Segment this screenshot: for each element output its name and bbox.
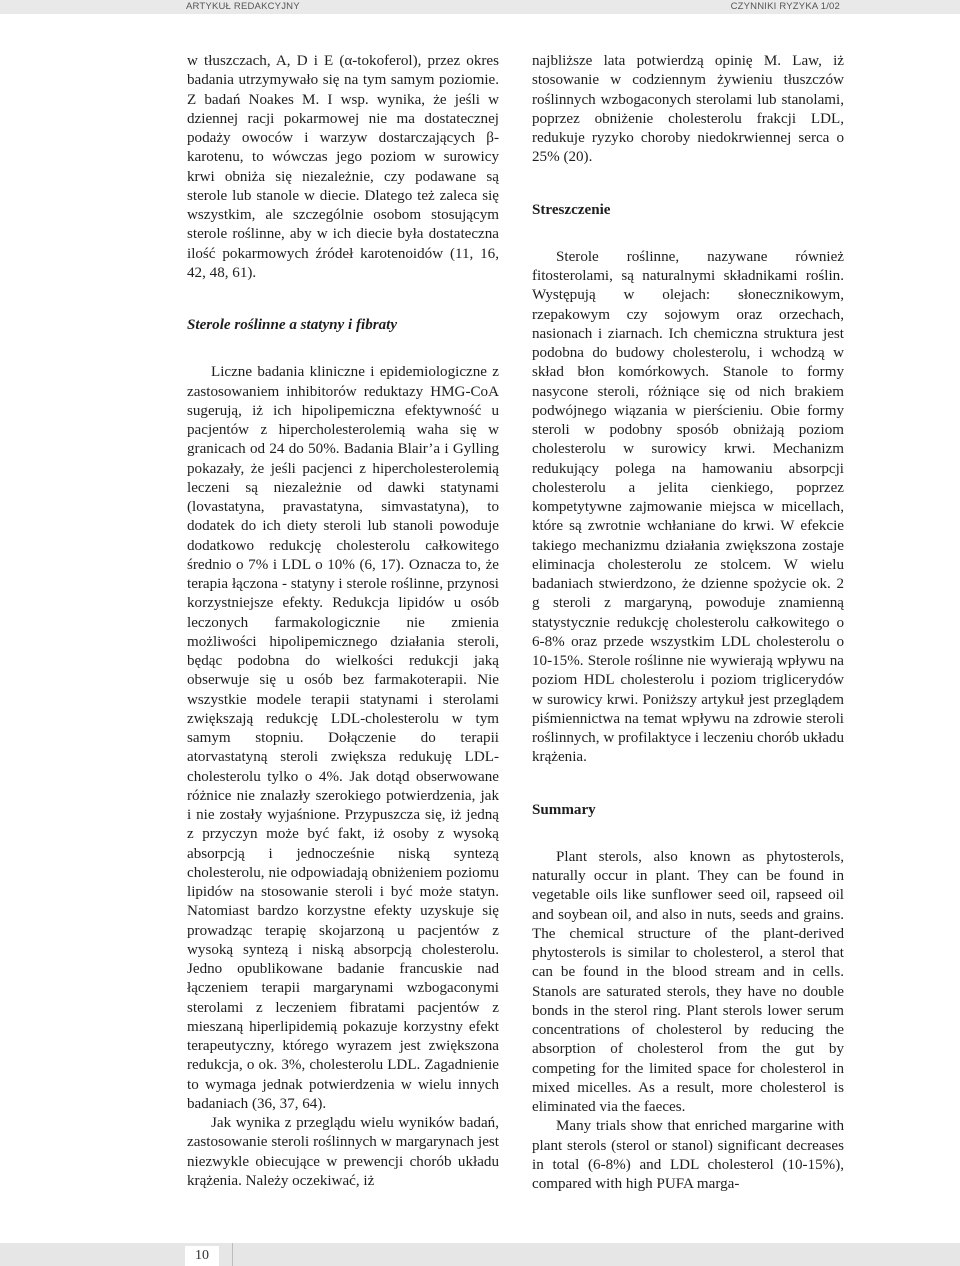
- left-paragraph-2: Liczne badania kliniczne i epidemiologiczne z zastosowaniem inhibitorów reduktazy HMG-CoA sugerują, iż ich hipolipemiczna efektywność u pacjentów z hipercholesterolemią waha się w granicach od 24 do 50%. Badania Blair’a i Gylling pokazały, że jeśli pacjenci z hipercholesterolemią leczeni są niezależnie od dawki statynami (lovastatyna, pravastatyna, simvastatyna), to dodatek do ich diety steroli lub stanoli powoduje dodatkowo redukcję cholesterolu całkowitego średnio o 7% i LDL o 10% (6, 17). Oznacza to, że terapia łączona - statyny i sterole roślinne, przynosi korzystniejsze efekty. Redukcja lipidów u osób leczonych farmakologicznie nie zmienia możliwości hipolipemicznego działania steroli, będąc podobna do wielkości redukcji jaką obserwuje się u osób bez farmakoterapii. Nie wszystkie modele terapii statynami i sterolami zwiększają redukcję LDL-cholesterolu w tym samym stopniu. Dołączenie do terapii atorvastatyną steroli zwiększa redukuję LDL-cholesterolu tylko o 4%. Jak dotąd obserwowane różnice nie znalazły szerokiego potwierdzenia, jak i nie zostały wyjaśnione. Przypuszcza się, iż jedną z przyczyn może być fakt, iż osoby z wysoką absorpcją i jednocześnie niską syntezą cholesterolu, nie odpowiadają obniżeniem poziomu lipidów na stosowanie steroli i być może statyn. Natomiast bardzo korzystne efekty uzyskuje się prowadząc terapię skojarzoną u pacjentów z wysoką syntezą i niską absorpcją cholesterolu. Jedno opublikowane badanie francuskie nad łączeniem terapii margarynami wzbogaconymi sterolami z leczeniem fibratami pacjentów z mieszaną hiperlipidemią pokazuje korzystny efekt terapeutyczny, którego wyrazem jest zwiększona redukcja, o ok. 3%, cholesterolu LDL. Zagadnienie to wymaga jednak potwierdzenia w wielu innych badaniach (36, 37, 64).: [187, 364, 499, 1112]
- streszczenie-title: Streszczenie: [532, 201, 611, 218]
- header-journal-label: CZYNNIKI RYZYKA 1/02: [730, 1, 840, 12]
- page-number: 10: [185, 1246, 219, 1266]
- streszczenie-text: Sterole roślinne, nazywane również fitosterolami, są naturalnymi składnikami roślin. Występują w olejach: słonecznikowym, rzepakowym czy sojowym oraz orzechach, nasionach i ziarnach. Ich chemiczna struktura jest podobna do budowy cholesterolu, i wchodzą w skład błon komórkowych. Stanole to formy nasycone steroli, różniące się od nich brakiem podwójnego wiązania w pierścieniu. Obie formy steroli w podobny sposób obniżają poziom cholesterolu w surowicy krwi. Mechanizm redukujący polega na hamowaniu absorpcji cholesterolu a jelita cienkiego, poprzez kompetytywne zajmowanie miejsca w micellach, które są zwrotnie wchłaniane do krwi. W efekcie takiego mechanizmu działania zwiększona zostaje eliminacja cholesterolu ze stolcem. W wielu badaniach stwierdzono, że dzienne spożycie ok. 2 g steroli z margaryną, powoduje znamienną statystycznie redukcję cholesterolu całkowitego o 6-8% oraz przede wszystkim LDL cholesterolu o 10-15%. Sterole roślinne nie wywierają wpływu na poziom HDL cholesterolu i poziom triglicerydów w surowicy krwi. Poniższy artykuł jest przeglądem piśmiennictwa na temat wpływu na zdrowie steroli roślinnych, w profilaktyce i leczeniu chorób układu krążenia.: [532, 248, 844, 766]
- summary-paragraph-2: Many trials show that enriched margarine with plant sterols (sterol or stanol) significant decreases in total (6-8%) and LDL cholesterol (10-15%), compared with high PUFA marga-: [532, 1118, 844, 1192]
- summary-paragraph-1: Plant sterols, also known as phytosterols, naturally occur in plant. They can be found in vegetable oils like sunflower seed oil, rapseed oil and soybean oil, and also in nuts, seeds and grains. The chemical structure of the plant-derived phytosterols is similar to cholesterol, a sterol that can be found in the blood stream and in cells. Stanols are saturated sterols, they have no double bonds in the sterol ring. Plant sterols lower serum concentrations of cholesterol by reducing the absorption of cholesterol from the gut by competing for the limited space for cholesterol in mixed micelles. As a result, more cholesterol is eliminated via the faeces.: [532, 848, 844, 1115]
- header-section-label: ARTYKUŁ REDAKCYJNY: [186, 1, 300, 12]
- right-column: [532, 52, 844, 1194]
- left-column: [187, 52, 499, 1191]
- footer-divider: [232, 1243, 233, 1266]
- footer-bar: [0, 1243, 960, 1266]
- section-title-statins: Sterole roślinne a statyny i fibraty: [187, 317, 398, 333]
- left-paragraph-1: w tłuszczach, A, D i E (α-tokoferol), przez okres badania utrzymywało się na tym samym poziomie. Z badań Noakes M. I wsp. wynika, że jeśli w dziennej racji pokarmowej nie ma dostatecznej podaży owoców i warzyw dostarczających β-karotenu, to wówczas jego poziom w surowicy krwi obniża się niezależnie, czy podawane są sterole lub stanole w diecie. Dlatego też zaleca się wszystkim, ale szczególnie osobom stosującym sterole roślinne, aby w ich diecie była dostateczna ilość pokarmowych źródeł karotenoidów (11, 16, 42, 48, 61).: [187, 53, 499, 281]
- running-header: [0, 0, 960, 14]
- right-paragraph-1: najbliższe lata potwierdzą opinię M. Law, iż stosowanie w codziennym żywieniu tłuszczów roślinnych wzbogaconych sterolami lub stanolami, poprzez obniżenie cholesterolu frakcji LDL, redukuje ryzyko choroby niedokrwiennej serca o 25% (20).: [532, 53, 844, 166]
- summary-title: Summary: [532, 801, 596, 818]
- left-paragraph-3: Jak wynika z przeglądu wielu wyników badań, zastosowanie steroli roślinnych w margarynach jest niezwykle obiecujące w prewencji chorób układu krążenia. Należy oczekiwać, iż: [187, 1115, 499, 1189]
